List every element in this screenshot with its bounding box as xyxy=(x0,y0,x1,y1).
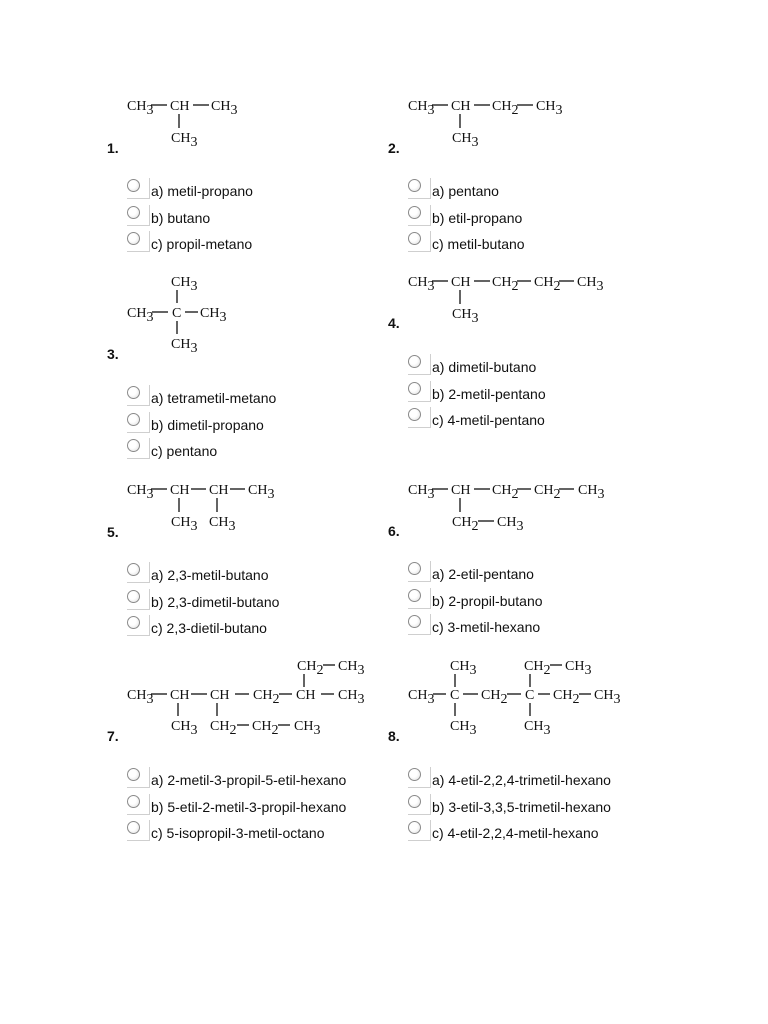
formula-group: CH2 xyxy=(524,659,551,678)
formula-group: CH3 xyxy=(452,307,479,326)
formula-group: CH3 xyxy=(127,99,154,118)
radio-button[interactable] xyxy=(127,232,140,245)
radio-button[interactable] xyxy=(408,355,421,368)
option-label[interactable]: b) 3-etil-3,3,5-trimetil-hexano xyxy=(432,798,611,815)
formula-group: C xyxy=(450,688,460,703)
question-number: 6. xyxy=(388,523,400,539)
formula-group: CH xyxy=(451,483,471,498)
formula-group: C xyxy=(525,688,535,703)
formula-group: CH3 xyxy=(171,719,198,738)
question-number: 4. xyxy=(388,315,400,331)
question-number: 1. xyxy=(107,140,119,156)
option-label[interactable]: c) 2,3-dietil-butano xyxy=(151,620,267,636)
formula-group: CH3 xyxy=(577,275,604,294)
structural-formula-5 xyxy=(127,474,297,534)
radio-button[interactable] xyxy=(127,179,140,192)
option-label[interactable]: a) dimetil-butano xyxy=(432,359,537,375)
formula-group: CH3 xyxy=(452,131,479,150)
option-label[interactable]: c) 4-metil-pentano xyxy=(432,412,545,428)
formula-group: CH2 xyxy=(252,719,279,738)
question-number: 7. xyxy=(107,728,119,744)
structural-formula-2 xyxy=(408,90,588,150)
formula-group: CH3 xyxy=(578,483,605,502)
radio-button[interactable] xyxy=(127,563,140,576)
radio-button[interactable] xyxy=(127,795,140,808)
structural-formula-6 xyxy=(408,474,618,534)
formula-group: CH xyxy=(296,688,316,703)
formula-group: CH3 xyxy=(211,99,238,118)
option-label[interactable]: b) butano xyxy=(151,209,211,226)
formula-group: CH xyxy=(170,688,190,703)
structural-formula-7 xyxy=(127,652,377,742)
formula-group: CH3 xyxy=(565,659,592,678)
radio-button[interactable] xyxy=(408,768,421,781)
option-label[interactable]: c) metil-butano xyxy=(432,236,525,252)
formula-group: CH2 xyxy=(534,275,561,294)
formula-group: CH3 xyxy=(536,99,563,118)
structural-formula-8 xyxy=(408,652,648,742)
formula-group: CH3 xyxy=(408,99,435,118)
radio-button[interactable] xyxy=(127,439,140,452)
formula-group: CH3 xyxy=(338,688,365,707)
formula-group: CH3 xyxy=(450,719,477,738)
formula-group: CH3 xyxy=(171,515,198,534)
question-number: 3. xyxy=(107,346,119,362)
option-label[interactable]: b) dimetil-propano xyxy=(151,416,264,433)
formula-group: CH2 xyxy=(492,99,519,118)
option-label[interactable]: a) 2-metil-3-propil-5-etil-hexano xyxy=(151,772,347,788)
formula-group: CH3 xyxy=(408,688,435,707)
formula-group: CH3 xyxy=(338,659,365,678)
formula-group: CH3 xyxy=(209,515,236,534)
radio-button[interactable] xyxy=(408,821,421,834)
formula-group: CH3 xyxy=(450,659,477,678)
option-label[interactable]: a) 2,3-metil-butano xyxy=(151,567,269,583)
option-label[interactable]: c) 4-etil-2,2,4-metil-hexano xyxy=(432,825,599,841)
option-label[interactable]: a) 2-etil-pentano xyxy=(432,566,534,582)
option-label[interactable]: a) 4-etil-2,2,4-trimetil-hexano xyxy=(432,772,611,788)
formula-group: CH xyxy=(451,275,471,290)
option-label[interactable]: a) pentano xyxy=(432,183,499,199)
formula-group: CH3 xyxy=(171,275,198,294)
option-label[interactable]: a) metil-propano xyxy=(151,183,253,199)
option-label[interactable]: a) tetrametil-metano xyxy=(151,390,277,406)
radio-button[interactable] xyxy=(408,179,421,192)
radio-button[interactable] xyxy=(127,768,140,781)
formula-group: CH2 xyxy=(534,483,561,502)
formula-group: CH3 xyxy=(594,688,621,707)
formula-group: CH3 xyxy=(497,515,524,534)
formula-group: CH xyxy=(451,99,471,114)
question-number: 5. xyxy=(107,524,119,540)
formula-group: CH2 xyxy=(553,688,580,707)
formula-group: CH xyxy=(210,688,230,703)
radio-button[interactable] xyxy=(127,206,140,219)
radio-button[interactable] xyxy=(127,821,140,834)
formula-group: CH3 xyxy=(171,131,198,150)
formula-group: CH3 xyxy=(408,275,435,294)
option-label[interactable]: b) 2-propil-butano xyxy=(432,592,543,609)
formula-group: CH2 xyxy=(492,275,519,294)
option-label[interactable]: c) 3-metil-hexano xyxy=(432,619,541,635)
option-label[interactable]: b) 2,3-dimetil-butano xyxy=(151,593,280,610)
formula-group: CH xyxy=(170,483,190,498)
question-number: 8. xyxy=(388,728,400,744)
option-label[interactable]: b) 2-metil-pentano xyxy=(432,385,546,402)
formula-group: CH2 xyxy=(253,688,280,707)
option-label[interactable]: c) 5-isopropil-3-metil-octano xyxy=(151,825,325,841)
formula-group: CH3 xyxy=(127,483,154,502)
structural-formula-4 xyxy=(408,266,618,326)
radio-button[interactable] xyxy=(127,386,140,399)
option-label[interactable]: b) etil-propano xyxy=(432,209,523,226)
structural-formula-1 xyxy=(127,90,267,150)
formula-group: CH3 xyxy=(408,483,435,502)
radio-button[interactable] xyxy=(408,795,421,808)
option-label[interactable]: b) 5-etil-2-metil-3-propil-hexano xyxy=(151,798,347,815)
formula-group: CH2 xyxy=(452,515,479,534)
radio-button[interactable] xyxy=(127,413,140,426)
formula-group: CH3 xyxy=(171,337,198,356)
formula-group: CH2 xyxy=(492,483,519,502)
formula-group: CH3 xyxy=(127,688,154,707)
structural-formula-3 xyxy=(127,272,267,362)
radio-button[interactable] xyxy=(127,616,140,629)
formula-group: CH3 xyxy=(524,719,551,738)
formula-group: CH2 xyxy=(481,688,508,707)
radio-button[interactable] xyxy=(408,562,421,575)
formula-group: CH2 xyxy=(210,719,237,738)
radio-button[interactable] xyxy=(408,232,421,245)
radio-button[interactable] xyxy=(127,590,140,603)
formula-group: CH3 xyxy=(294,719,321,738)
radio-button[interactable] xyxy=(408,408,421,421)
option-label[interactable]: c) pentano xyxy=(151,443,218,459)
radio-button[interactable] xyxy=(408,589,421,602)
radio-button[interactable] xyxy=(408,382,421,395)
radio-button[interactable] xyxy=(408,615,421,628)
formula-group: CH3 xyxy=(248,483,275,502)
formula-group: CH xyxy=(170,99,190,114)
question-number: 2. xyxy=(388,140,400,156)
radio-button[interactable] xyxy=(408,206,421,219)
formula-group: CH xyxy=(209,483,229,498)
formula-group: CH3 xyxy=(200,306,227,325)
formula-group: CH2 xyxy=(297,659,324,678)
formula-group: CH3 xyxy=(127,306,154,325)
option-label[interactable]: c) propil-metano xyxy=(151,236,253,252)
formula-group: C xyxy=(172,306,182,321)
